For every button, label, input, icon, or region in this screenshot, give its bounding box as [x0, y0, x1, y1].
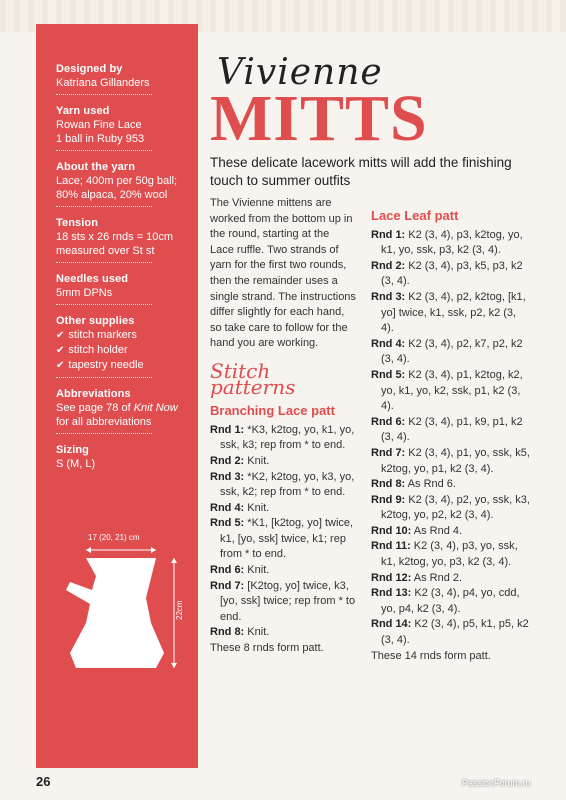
round-label: Rnd 1: — [210, 423, 245, 436]
sizing-text: S (M, L) — [56, 458, 96, 470]
round-label: Rnd 9: — [371, 493, 406, 506]
sizing-section — [56, 443, 188, 471]
about-yarn-line1: Lace; 400m per 50g ball; — [56, 175, 178, 187]
left-column — [210, 196, 356, 657]
pattern-round — [210, 454, 356, 470]
round-instruction: K2 (3, 4), p4, yo, cdd, yo, p4, k2 (3, 4). — [381, 587, 520, 615]
round-label: Rnd 2: — [371, 259, 406, 272]
pattern-round — [210, 579, 356, 626]
round-instruction: Knit. — [244, 501, 270, 514]
supply-item: ✔ stitch markers — [56, 328, 188, 343]
designed-by-section — [56, 62, 188, 95]
pattern-round — [371, 477, 531, 493]
abbreviations-heading: Abbreviations — [56, 388, 131, 400]
body-text: The Vivienne mittens are worked from the bottom up in the round, starting at the Lace ruffle. Two strands of yarn for the first two rounds, then the remainder uses a single strand. The instructions differ slightly for each hand, so take care to follow for the hand you are working. — [210, 197, 356, 350]
supplies-list — [56, 328, 188, 373]
yarn-amount: 1 ball in Ruby 953 — [56, 133, 145, 145]
pattern-round — [210, 563, 356, 579]
needles-heading: Needles used — [56, 273, 129, 285]
needles-text: 5mm DPNs — [56, 287, 113, 299]
pattern-round — [371, 617, 531, 648]
round-instruction: *K3, k2tog, yo, k1, yo, ssk, k3; rep from * to end. — [220, 423, 355, 452]
round-label: Rnd 8: — [371, 478, 406, 491]
arrow-head-icon — [86, 547, 91, 553]
round-label: Rnd 8: — [210, 626, 245, 639]
round-label: Rnd 4: — [210, 501, 245, 514]
round-instruction: Knit. — [244, 564, 270, 577]
round-instruction: [K2tog, yo] twice, k3, [yo, ssk] twice; rep from * to end. — [220, 579, 356, 623]
round-label: Rnd 14: — [371, 618, 412, 631]
supplies-heading: Other supplies — [56, 315, 135, 327]
divider — [56, 433, 152, 434]
arrow-head-icon — [171, 663, 177, 668]
divider — [56, 150, 152, 151]
pattern-round — [371, 415, 531, 446]
designed-by-heading: Designed by — [56, 63, 123, 75]
lace-leaf-footer: These 14 rnds form patt. — [371, 649, 491, 662]
round-instruction: K2 (3, 4), p1, k2tog, k2, yo, k1, yo, k2, ssk, p1, k2 (3, 4). — [381, 368, 523, 413]
round-label: Rnd 3: — [371, 290, 406, 303]
branching-footer: These 8 rnds form patt. — [210, 642, 324, 655]
divider — [56, 377, 152, 378]
yarn-used-section — [56, 104, 188, 151]
round-label: Rnd 11: — [371, 540, 411, 553]
abbreviations-section — [56, 387, 188, 434]
intro-text: These delicate lacework mitts will add the finishing touch to summer outfits — [210, 155, 512, 188]
title-script: Vivienne — [217, 52, 383, 93]
page-number: 26 — [36, 774, 51, 789]
pattern-round — [210, 423, 356, 454]
round-label: Rnd 6: — [210, 564, 245, 577]
about-yarn-line2: 80% alpaca, 20% wool — [56, 189, 168, 201]
round-instruction: As Rnd 6. — [405, 478, 456, 491]
divider — [56, 262, 152, 263]
divider — [56, 94, 152, 95]
about-yarn-heading: About the yarn — [56, 161, 136, 173]
about-yarn-section — [56, 160, 188, 207]
designer-name: Katriana Gillanders — [56, 77, 150, 89]
pattern-round — [210, 470, 356, 501]
abbreviations-text: See page 78 of — [56, 402, 134, 414]
pattern-round — [371, 337, 531, 368]
pattern-round — [371, 493, 531, 524]
round-instruction: K2 (3, 4), p3, k2tog, yo, k1, yo, ssk, p3, k2 (3, 4). — [381, 228, 523, 257]
supply-item: ✔ tapestry needle — [56, 358, 188, 373]
pattern-round — [371, 446, 531, 477]
round-instruction: K2 (3, 4), p2, k7, p2, k2 (3, 4). — [381, 337, 523, 366]
round-label: Rnd 6: — [371, 415, 406, 428]
pattern-round — [371, 368, 531, 415]
divider — [56, 304, 152, 305]
round-instruction: K2 (3, 4), p5, k1, p5, k2 (3, 4). — [381, 618, 529, 647]
sizing-heading: Sizing — [56, 444, 89, 456]
divider — [56, 206, 152, 207]
width-label: 17 (20, 21) cm — [88, 533, 140, 542]
branching-lace-rows — [210, 423, 356, 641]
round-label: Rnd 10: — [371, 524, 412, 537]
pattern-round — [210, 501, 356, 517]
pattern-round — [210, 625, 356, 641]
supplies-section — [56, 314, 188, 378]
round-instruction: K2 (3, 4), p2, k2tog, [k1, yo] twice, k1, ssk, p2, k2 (3, 4). — [381, 290, 526, 335]
round-instruction: *K1, [k2tog, yo] twice, k1, [yo, ssk] twice, k1; rep from * to end. — [220, 517, 354, 561]
pattern-round — [371, 586, 531, 617]
tension-line2: measured over St st — [56, 245, 155, 257]
round-label: Rnd 5: — [371, 368, 406, 381]
round-instruction: K2 (3, 4), p1, yo, ssk, k5, k2tog, yo, p1, k2 (3, 4). — [381, 446, 530, 475]
mitt-shape — [66, 558, 164, 668]
round-instruction: *K2, k2tog, yo, k3, yo, ssk, k2; rep from * to end. — [220, 470, 355, 499]
height-label: 22cm — [175, 600, 184, 620]
tension-line1: 18 sts x 26 rnds = 10cm — [56, 231, 174, 243]
pattern-round — [371, 290, 531, 337]
pattern-round — [371, 228, 531, 259]
tension-heading: Tension — [56, 217, 99, 229]
round-instruction: K2 (3, 4), p3, yo, ssk, k1, k2tog, yo, p3, k2 (3, 4). — [381, 540, 518, 569]
pattern-round — [371, 539, 531, 570]
round-label: Rnd 13: — [371, 587, 412, 600]
lace-leaf-heading: Lace Leaf patt — [371, 208, 459, 223]
pattern-round — [371, 571, 531, 587]
round-instruction: Knit. — [244, 626, 270, 639]
right-column — [371, 208, 531, 664]
round-label: Rnd 7: — [210, 579, 245, 592]
tension-section — [56, 216, 188, 263]
arrow-head-icon — [171, 558, 177, 563]
round-label: Rnd 7: — [371, 446, 406, 459]
supply-item: ✔ stitch holder — [56, 343, 188, 358]
abbreviations-line1 — [56, 401, 188, 415]
round-label: Rnd 2: — [210, 454, 245, 467]
round-instruction: K2 (3, 4), p3, k5, p3, k2 (3, 4). — [381, 259, 523, 288]
stitch-patterns-heading: Stitch patterns — [210, 358, 296, 399]
abbreviations-line2: for all abbreviations — [56, 416, 152, 428]
page-title: MITTS — [210, 82, 428, 155]
round-label: Rnd 12: — [371, 571, 412, 584]
watermark: PassionForum.ru — [462, 778, 531, 788]
mitt-schematic-diagram — [56, 528, 186, 678]
pattern-round — [371, 524, 531, 540]
branching-lace-heading: Branching Lace patt — [210, 403, 335, 419]
yarn-used-heading: Yarn used — [56, 105, 110, 117]
round-label: Rnd 5: — [210, 517, 245, 530]
round-instruction: As Rnd 4. — [411, 524, 463, 537]
round-label: Rnd 4: — [371, 337, 406, 350]
arrow-head-icon — [151, 547, 156, 553]
round-instruction: K2 (3, 4), p2, yo, ssk, k3, k2tog, yo, p2, k2 (3, 4). — [381, 493, 530, 522]
pattern-round — [210, 516, 356, 563]
round-instruction: As Rnd 2. — [411, 571, 463, 584]
round-instruction: Knit. — [244, 454, 270, 467]
needles-section — [56, 272, 188, 305]
yarn-name: Rowan Fine Lace — [56, 119, 142, 131]
magazine-name: Knit Now — [133, 402, 178, 414]
round-label: Rnd 3: — [210, 470, 245, 483]
round-instruction: K2 (3, 4), p1, k9, p1, k2 (3, 4). — [381, 415, 523, 444]
lace-leaf-rows — [371, 228, 531, 649]
pattern-round — [371, 259, 531, 290]
round-label: Rnd 1: — [371, 228, 406, 241]
